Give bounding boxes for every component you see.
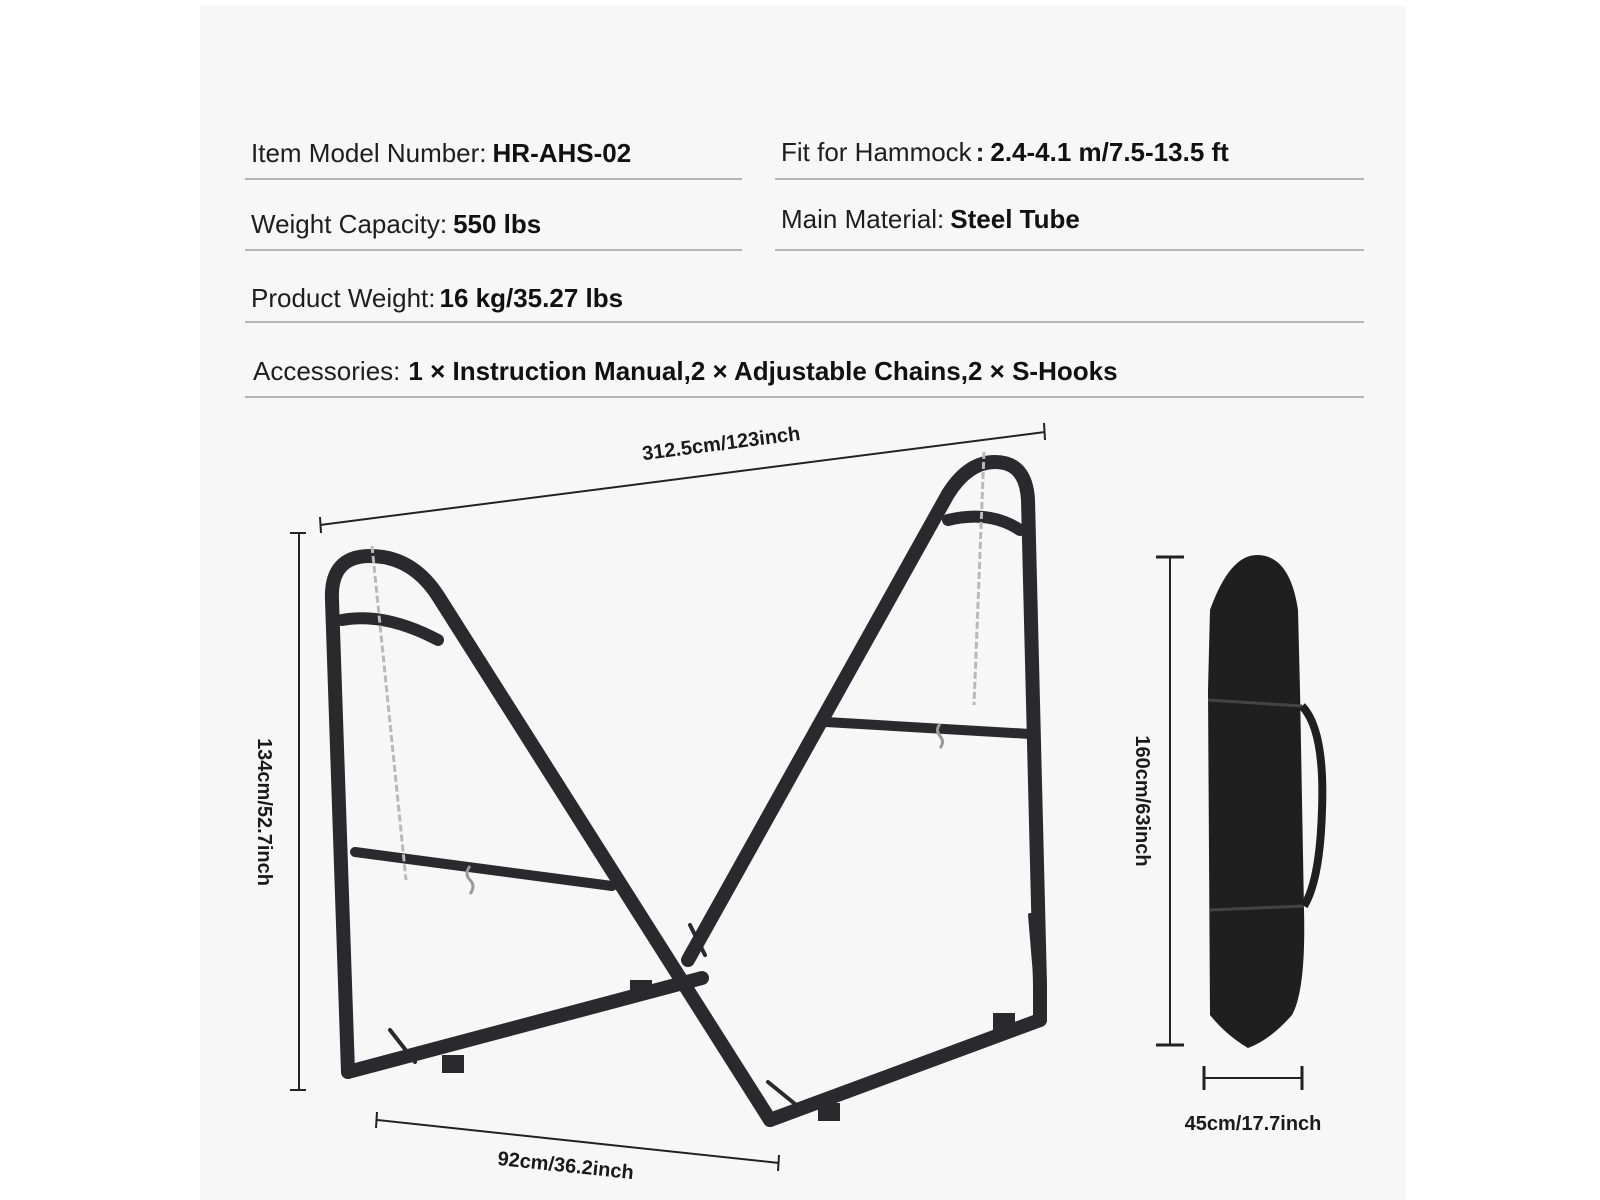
spec-label: Main Material: xyxy=(781,204,945,234)
spec-label: Weight Capacity: xyxy=(251,209,448,239)
hammock-stand xyxy=(332,462,1040,1121)
depth-label: 92cm/36.2inch xyxy=(496,1147,635,1185)
height-label: 134cm/52.7inch xyxy=(253,738,275,886)
spec-value: 550 lbs xyxy=(453,209,542,239)
spec-value: 2.4-4.1 m/7.5-13.5 ft xyxy=(990,137,1229,167)
spec-label: Accessories: xyxy=(253,356,401,386)
spec-label: Product Weight: xyxy=(251,283,436,313)
left-hook-bar xyxy=(342,618,438,640)
dimension-depth xyxy=(376,1112,779,1184)
adjustable-chains xyxy=(372,452,984,880)
carry-bag xyxy=(1208,555,1322,1048)
left-frame-arch xyxy=(332,556,770,1120)
bag-body xyxy=(1208,555,1304,1048)
right-hook-bar xyxy=(948,517,1020,530)
spec-value: 1 × Instruction Manual,2 × Adjustable Chains,2 × S-Hooks xyxy=(408,356,1118,386)
bag-width-label: 45cm/17.7inch xyxy=(1184,1113,1322,1135)
spec-value: 16 kg/35.27 lbs xyxy=(439,283,624,313)
dimension-bag-width xyxy=(1185,1066,1322,1135)
dimension-bag-length xyxy=(1131,557,1184,1045)
bag-length-label: 160cm/63inch xyxy=(1131,735,1153,867)
spec-value: Steel Tube xyxy=(950,204,1080,234)
bag-handle xyxy=(1302,706,1322,906)
dimension-height xyxy=(253,533,306,1090)
left-cross-brace xyxy=(355,852,612,886)
spec-value: HR-AHS-02 xyxy=(492,138,632,168)
spec-label: Item Model Number: xyxy=(251,138,487,168)
spec-separator: : xyxy=(975,137,985,167)
right-chain xyxy=(974,452,984,705)
spec-label: Fit for Hammock xyxy=(781,137,972,167)
left-chain xyxy=(372,546,406,880)
right-cross-brace xyxy=(826,722,1030,734)
length-label: 312.5cm/123inch xyxy=(640,422,802,466)
base-beam-right xyxy=(770,1020,1040,1120)
